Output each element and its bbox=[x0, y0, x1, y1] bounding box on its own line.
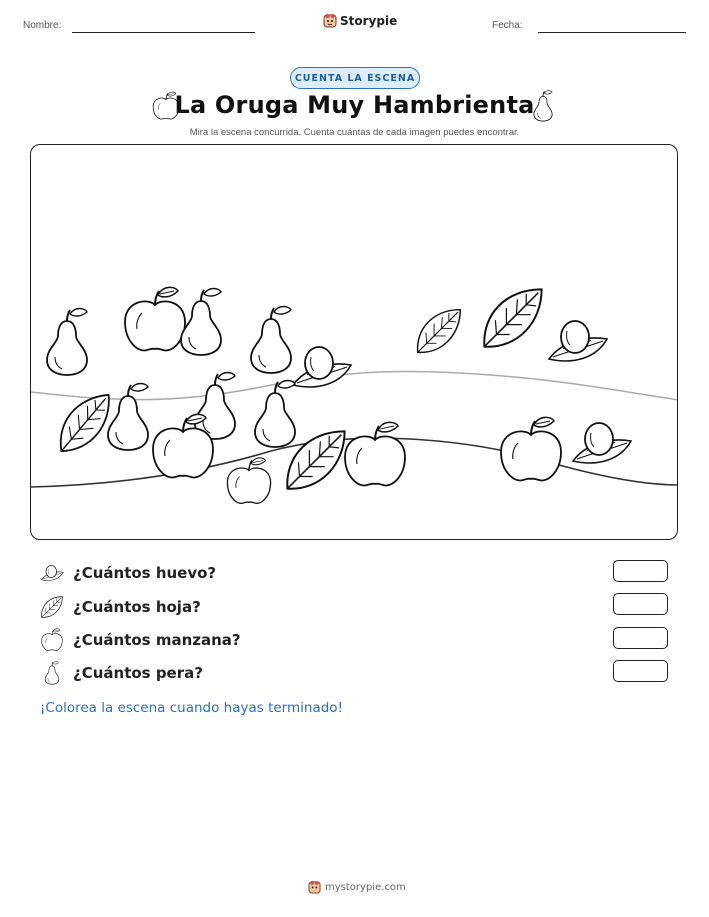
pear-icon bbox=[181, 289, 221, 356]
question-row-apple bbox=[40, 628, 241, 652]
counting-scene bbox=[30, 144, 678, 540]
answer-box-leaf[interactable] bbox=[613, 593, 668, 615]
apple-icon bbox=[501, 417, 561, 480]
answer-box-egg[interactable] bbox=[613, 560, 668, 582]
pear-icon bbox=[40, 661, 64, 685]
pear-icon bbox=[108, 384, 148, 451]
leaf-icon bbox=[418, 310, 461, 353]
question-text: ¿Cuántos huevo? bbox=[73, 564, 217, 582]
egg-icon bbox=[293, 347, 351, 387]
footer-url[interactable]: mystorypie.com bbox=[325, 881, 406, 893]
leaf-icon bbox=[57, 395, 113, 451]
question-text: ¿Cuántos hoja? bbox=[73, 598, 201, 616]
egg-icon bbox=[40, 561, 64, 585]
leaf-icon bbox=[287, 431, 344, 488]
answer-box-apple[interactable] bbox=[613, 627, 668, 649]
brand-name: Storypie bbox=[340, 13, 398, 28]
question-row-pear bbox=[40, 661, 203, 685]
pear-icon bbox=[255, 381, 295, 448]
footer bbox=[308, 880, 406, 894]
coloring-note: ¡Colorea la escena cuando hayas terminado! bbox=[40, 700, 343, 716]
pear-icon bbox=[530, 90, 556, 122]
apple-icon bbox=[227, 458, 270, 503]
pear-icon bbox=[47, 309, 87, 376]
brand bbox=[323, 13, 397, 28]
leaf-icon bbox=[40, 595, 64, 619]
page-title: La Oruga Muy Hambrienta bbox=[174, 91, 535, 119]
egg-icon bbox=[573, 423, 631, 463]
storypie-logo-icon bbox=[308, 880, 321, 894]
question-text: ¿Cuántos manzana? bbox=[73, 631, 241, 649]
answer-box-pear[interactable] bbox=[613, 660, 668, 682]
leaf-icon bbox=[484, 289, 541, 346]
page-subtitle: Mira la escena concurrida. Cuenta cuántas de cada imagen puedes encontrar. bbox=[189, 127, 520, 138]
apple-icon bbox=[125, 287, 185, 350]
egg-icon bbox=[549, 321, 607, 361]
storypie-logo-icon bbox=[323, 13, 337, 28]
name-line[interactable] bbox=[72, 32, 255, 33]
apple-icon bbox=[40, 628, 64, 652]
date-label: Fecha: bbox=[492, 20, 523, 31]
question-row-leaf bbox=[40, 595, 201, 619]
date-line[interactable] bbox=[538, 32, 686, 33]
pear-icon bbox=[251, 307, 291, 374]
name-label: Nombre: bbox=[23, 20, 62, 31]
question-text: ¿Cuántos pera? bbox=[73, 664, 203, 682]
activity-badge: CUENTA LA ESCENA bbox=[290, 67, 420, 89]
question-row-egg bbox=[40, 561, 216, 585]
apple-icon bbox=[345, 422, 405, 485]
